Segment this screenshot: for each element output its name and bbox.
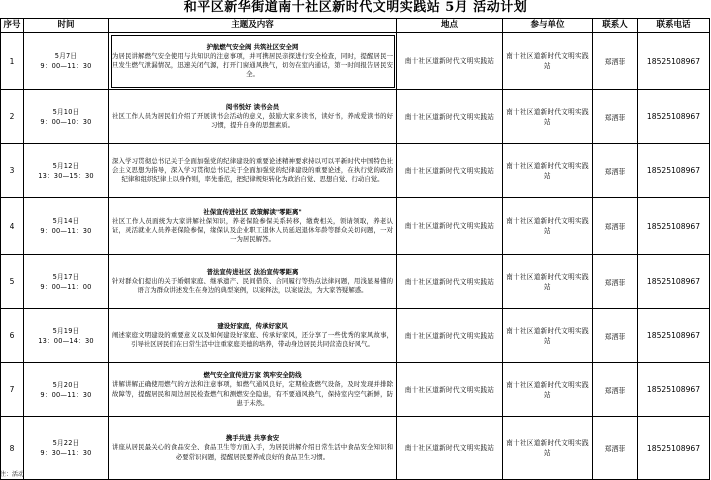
row-date: 5月12日 — [52, 161, 80, 170]
row-index-cell[interactable] — [1, 255, 24, 309]
row-index: 7 — [9, 385, 15, 394]
row-theme: 社保宣传进社区 政策解读"零距离" — [203, 207, 302, 216]
row-location-cell[interactable] — [397, 417, 503, 480]
row-time-cell[interactable] — [24, 33, 109, 90]
row-index-cell[interactable] — [1, 363, 24, 417]
row-contact-cell[interactable] — [593, 144, 638, 198]
row-time: 13：00—14：30 — [38, 336, 94, 345]
row-contact: 郑洒菲 — [604, 278, 626, 287]
row-contact: 郑洒菲 — [604, 58, 626, 66]
row-date: 5月19日 — [52, 326, 80, 335]
row-date: 5月14日 — [52, 217, 80, 225]
row-theme: 携手共进 共享食安 — [225, 434, 280, 443]
header-phone: 联系电话 — [638, 19, 710, 33]
row-time-cell[interactable] — [24, 417, 109, 480]
row-time-cell[interactable] — [24, 255, 109, 309]
row-time: 9：00—11：30 — [40, 227, 92, 235]
row-phone: 18525108967 — [646, 56, 701, 66]
row-phone-cell[interactable] — [638, 198, 710, 255]
table-row — [1, 255, 710, 309]
row-org: 南十社区道新时代文明实践站 — [506, 161, 589, 180]
row-contact-cell[interactable] — [593, 33, 638, 90]
row-phone-cell[interactable] — [638, 90, 710, 144]
row-index-cell[interactable] — [1, 33, 24, 90]
row-org-cell[interactable] — [503, 417, 593, 480]
row-org: 南十社区道新时代文明实践站 — [506, 272, 589, 291]
row-index: 3 — [9, 166, 15, 175]
row-org: 南十社区道新时代文明实践站 — [506, 326, 589, 345]
row-index: 1 — [9, 56, 15, 66]
row-location: 南十社区道新时代文明实践站 — [404, 112, 495, 121]
row-org-cell[interactable] — [503, 90, 593, 144]
header-org: 参与单位 — [503, 19, 593, 33]
table-row — [1, 33, 710, 90]
row-contact: 郑洒菲 — [604, 223, 626, 231]
row-location-cell[interactable] — [397, 90, 503, 144]
row-phone-cell[interactable] — [638, 33, 710, 90]
row-contact: 郑洒菲 — [604, 332, 626, 341]
row-time: 9：00—11：30 — [40, 390, 92, 399]
row-index: 5 — [9, 277, 15, 286]
row-contact-cell[interactable] — [593, 417, 638, 480]
row-phone-cell[interactable] — [638, 309, 710, 363]
row-org-cell[interactable] — [503, 309, 593, 363]
header-topic: 主题及内容 — [109, 19, 397, 33]
row-time-cell[interactable] — [24, 144, 109, 198]
row-theme: 护航燃气安全阀 共筑社区安全网 — [206, 42, 299, 51]
row-date: 5月10日 — [52, 107, 80, 116]
header-time: 时间 — [24, 19, 109, 33]
row-description: 针对群众们提出的关于婚姻家庭、继承遗产、民间借贷、合同履行等热点法律问题，用浅显易懂的语言为群众讲述发生在身边的典型案例，以案释法，以案说法，为大家答疑解惑。 — [112, 276, 393, 295]
row-index: 4 — [9, 221, 15, 231]
row-contact-cell[interactable] — [593, 90, 638, 144]
row-time: 9：30—11：30 — [40, 449, 92, 457]
table-row — [1, 417, 710, 480]
row-org-cell[interactable] — [503, 198, 593, 255]
row-theme: 燃气安全宣传进万家 筑牢安全防线 — [203, 371, 302, 380]
row-time: 9：00—11：30 — [40, 62, 92, 70]
row-contact: 郑洒菲 — [604, 386, 626, 395]
row-phone-cell[interactable] — [638, 255, 710, 309]
row-topic-cell[interactable] — [109, 309, 397, 363]
row-topic-cell[interactable] — [109, 363, 397, 417]
row-org-cell[interactable] — [503, 363, 593, 417]
row-date: 5月7日 — [54, 52, 78, 60]
row-contact-cell[interactable] — [593, 255, 638, 309]
row-description: 社区工作人员面统为大家讲解社保知识，养老保险参保关系转移，缴费相关，领请领取，养老认证，灵活就业人员养老保险参保，缘保认及企业职工退休人员延迟退休年龄等群众关切问题，一对一为居民解答。 — [112, 216, 393, 244]
row-topic-cell[interactable] — [109, 90, 397, 144]
row-phone: 18525108967 — [646, 221, 701, 231]
page-title: 和平区新华街道南十社区新时代文明实践站 5月 活动计划 — [183, 0, 528, 15]
row-time-cell[interactable] — [24, 363, 109, 417]
row-location-cell[interactable] — [397, 255, 503, 309]
row-location-cell[interactable] — [397, 33, 503, 90]
row-location: 南十社区道新时代文明实践站 — [404, 277, 495, 286]
row-org: 南十社区道新时代文明实践站 — [506, 217, 589, 235]
row-location-cell[interactable] — [397, 144, 503, 198]
row-theme: 阅书悦好 读书会员 — [225, 102, 280, 111]
row-org: 南十社区道新时代文明实践站 — [506, 52, 589, 70]
row-contact-cell[interactable] — [593, 309, 638, 363]
row-phone: 18525108967 — [646, 331, 701, 340]
table-row — [1, 90, 710, 144]
row-phone-cell[interactable] — [638, 417, 710, 480]
row-description: 讲解讲解正确使用燃气的方法和注意事项，如燃气通风良好，定期检查燃气设备，及时发现并排除故障等，提醒居民和周边居民检查燃气和测燃安全隐患，有不要通风换气，保持室内空气新鲜，防患于未然。 — [112, 380, 393, 407]
row-phone: 18525108967 — [646, 443, 701, 453]
row-topic-cell[interactable] — [109, 255, 397, 309]
row-time-cell[interactable] — [24, 309, 109, 363]
row-time-cell[interactable] — [24, 90, 109, 144]
row-index-cell[interactable] — [1, 198, 24, 255]
table-row — [1, 144, 710, 198]
row-description: 阐述家庭文明建设的重要意义以及如何建设好家庭、传承好家风，还分享了一些优秀的家风故事，引导社区居民们在日常生活中注重家庭美德的培养，带动身边居民共同营造良好风气。 — [112, 330, 393, 349]
row-contact: 郑洒菲 — [604, 445, 626, 453]
row-date: 5月20日 — [52, 380, 80, 389]
row-phone: 18525108967 — [646, 166, 701, 175]
table-header-row — [1, 19, 710, 33]
row-topic-cell[interactable] — [109, 33, 397, 90]
row-index: 2 — [9, 112, 15, 121]
row-index: 8 — [9, 443, 15, 453]
row-topic-cell[interactable] — [109, 144, 397, 198]
row-index-cell[interactable] — [1, 309, 24, 363]
row-contact: 郑洒菲 — [604, 167, 626, 176]
row-time: 9：00—11：00 — [40, 282, 92, 291]
row-phone: 18525108967 — [646, 112, 701, 121]
row-date: 5月22日 — [52, 439, 80, 447]
row-org-cell[interactable] — [503, 255, 593, 309]
row-time: 13：30—15：30 — [38, 171, 94, 180]
row-theme: 普法宣传进社区 法治宣传零距离 — [206, 267, 299, 276]
header-location: 地点 — [397, 19, 503, 33]
row-index: 6 — [9, 331, 15, 340]
row-topic-cell[interactable] — [109, 417, 397, 480]
row-location-cell[interactable] — [397, 309, 503, 363]
row-location-cell[interactable] — [397, 198, 503, 255]
row-contact-cell[interactable] — [593, 198, 638, 255]
row-phone-cell[interactable] — [638, 144, 710, 198]
table-row — [1, 309, 710, 363]
row-index-cell[interactable] — [1, 144, 24, 198]
row-time-cell[interactable] — [24, 198, 109, 255]
header-index: 序号 — [1, 19, 24, 33]
activity-plan-table — [0, 18, 710, 480]
row-topic-cell[interactable] — [109, 198, 397, 255]
row-date: 5月17日 — [52, 272, 80, 281]
row-org: 南十社区道新时代文明实践站 — [506, 380, 589, 399]
row-phone: 18525108967 — [646, 385, 701, 394]
row-description: 为居民讲解燃气安全使用与共知识的注意事项，并可携居民亲探进行安全检查，同时，提醒居民一旦发生燃气泄漏情况，迅速关闭气源，打开门窗通风换气，切勿在室内通话，第一时间报告居民安全。 — [112, 51, 393, 79]
footer-note: 注：活动 — [0, 471, 25, 478]
row-location: 南十社区道新时代文明实践站 — [404, 444, 495, 452]
row-contact-cell[interactable] — [593, 363, 638, 417]
row-index-cell[interactable] — [1, 90, 24, 144]
row-location: 南十社区道新时代文明实践站 — [404, 57, 495, 65]
row-description: 讲座从居民最关心的食品安全、食品卫生等方面入手，为居民讲解介绍日常生活中食品安全知识和必要常识问题，提醒居民要养成良好的食品卫生习惯。 — [112, 443, 393, 461]
row-location: 南十社区道新时代文明实践站 — [404, 166, 495, 175]
row-location: 南十社区道新时代文明实践站 — [404, 385, 495, 394]
row-theme: 建设好家庭，传承好家风 — [217, 321, 288, 330]
row-location: 南十社区道新时代文明实践站 — [404, 331, 495, 340]
row-description: 社区工作人员为居民们介绍了开展读书会活动的意义，鼓励大家多读书，读好书，养成爱读书的好习惯，提升自身的思想素质。 — [112, 111, 393, 130]
row-org-cell[interactable] — [503, 33, 593, 90]
table-row — [1, 363, 710, 417]
row-org-cell[interactable] — [503, 144, 593, 198]
row-contact: 郑洒菲 — [604, 113, 626, 122]
table-row — [1, 198, 710, 255]
row-org: 南十社区道新时代文明实践站 — [506, 439, 589, 457]
row-time: 9：00—10：30 — [40, 117, 92, 126]
row-description: 深入学习贯彻总书记关于全面加强党的纪律建设的重要论述精神要求持以可以平新时代中国特色社会主义思想为指导，深入学习贯彻总书记关于全面加强党的纪律建设的重要论述，在执行党的政治纪律和组织纪律上以身作则，率先垂范，把纪律规矩转化为政治自觉、思想自觉、行动自觉。 — [112, 156, 393, 184]
row-phone-cell[interactable] — [638, 363, 710, 417]
row-phone: 18525108967 — [646, 277, 701, 286]
row-location: 南十社区道新时代文明实践站 — [404, 222, 495, 230]
header-contact: 联系人 — [593, 19, 638, 33]
row-org: 南十社区道新时代文明实践站 — [506, 107, 589, 126]
row-location-cell[interactable] — [397, 363, 503, 417]
